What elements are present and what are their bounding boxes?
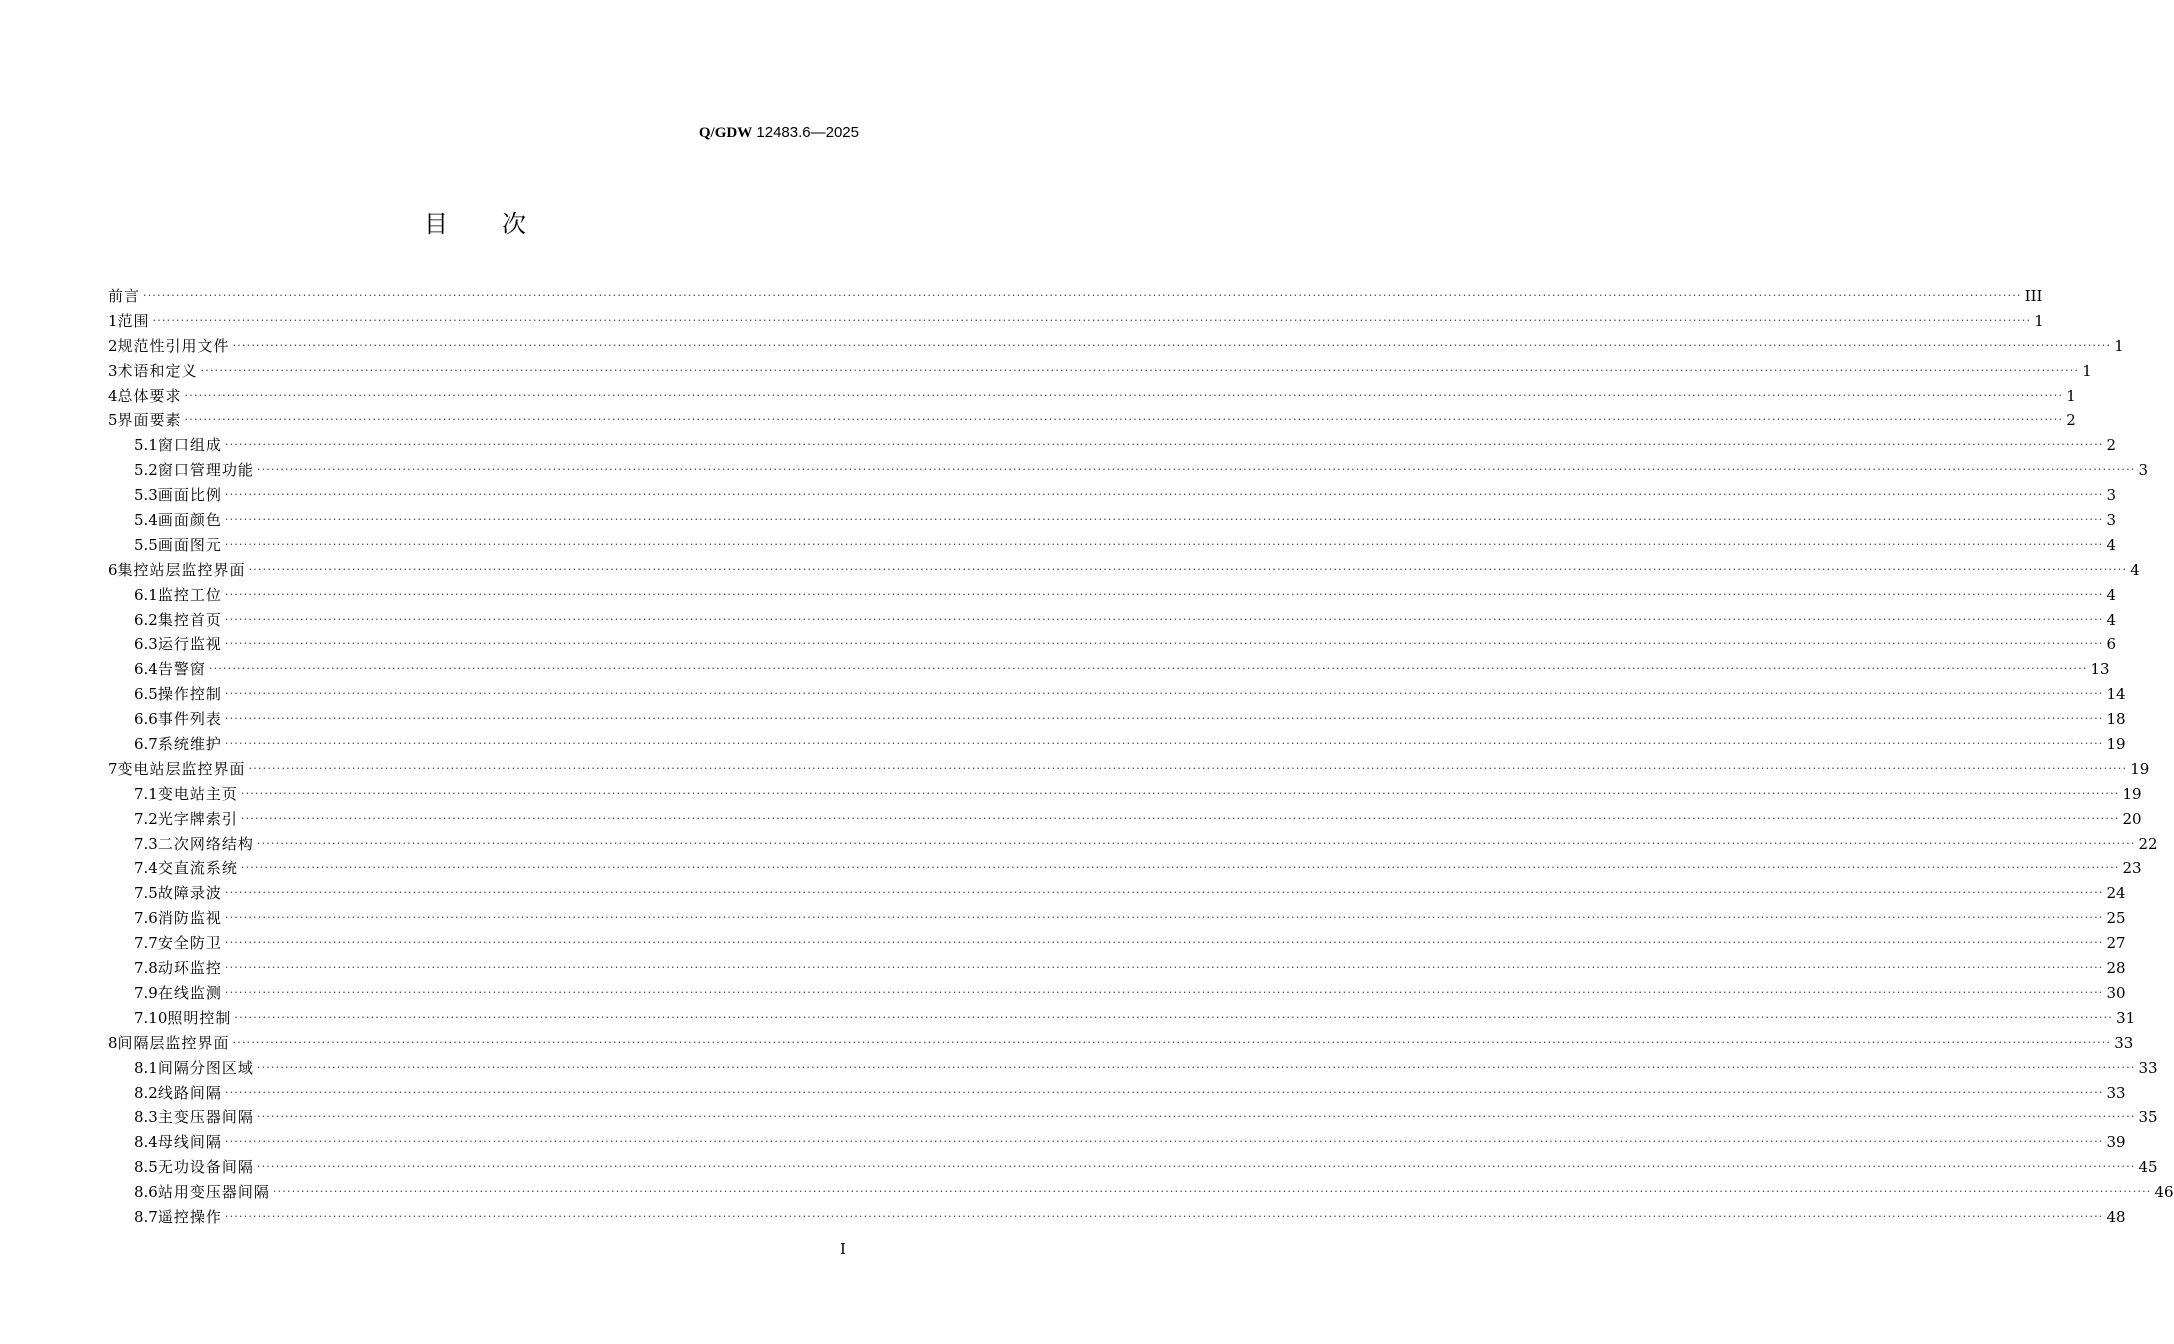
toc-entry-number: 6 [108,560,118,579]
toc-entry-page: 3 [2106,511,2117,530]
toc-entry-page: 33 [2106,1083,2126,1102]
toc-dot-leader: ················································································································································································································································································································································································································ [184,388,2064,402]
toc-entry-number: 6.5 [134,685,158,704]
toc-entry[interactable] [108,1081,2126,1106]
toc-entry-title: 间隔层监控界面 [117,1033,230,1052]
toc-entry-number: 7.5 [134,884,158,903]
toc-entry-title: 界面要素 [117,411,182,430]
toc-entry-page: 3 [2138,461,2149,480]
toc-dot-leader: ················································································································································································································································································································································································································ [256,836,2136,850]
toc-entry-number: 6.6 [134,710,158,729]
toc-dot-leader: ················································································································································································································································································································································································································ [224,1085,2104,1099]
toc-entry-title: 变电站层监控界面 [117,759,246,778]
toc-entry[interactable] [108,956,2126,981]
toc-entry[interactable] [108,707,2126,732]
toc-entry[interactable] [108,682,2126,707]
toc-entry[interactable] [108,284,2043,309]
toc-dot-leader: ················································································································································································································································································································································································································ [272,1185,2152,1199]
toc-dot-leader: ················································································································································································································································································································································································································ [232,338,2112,352]
toc-entry-title: 主变压器间隔 [157,1108,254,1127]
toc-entry[interactable] [108,657,2110,682]
toc-entry-number: 8.3 [134,1108,158,1127]
toc-dot-leader: ················································································································································································································································································································································································································ [240,786,2120,800]
toc-entry-title: 画面颜色 [157,511,222,530]
toc-entry-number: 6.1 [134,585,158,604]
toc-dot-leader: ················································································································································································································································································································································································································ [224,985,2104,999]
toc-entry-page: 46 [2154,1183,2174,1202]
toc-entry-page: 4 [2130,560,2140,579]
toc-entry-number: 5.3 [134,486,158,505]
toc-dot-leader: ················································································································································································································································································································································································································ [224,1135,2104,1149]
toc-entry-number: 8.5 [134,1158,158,1177]
toc-entry-number: 6.4 [134,660,158,679]
toc-entry-number: 8.7 [134,1207,158,1226]
toc-entry-page: 1 [2066,386,2076,405]
toc-entry[interactable] [108,981,2126,1006]
toc-dot-leader: ················································································································································································································································································································································································································ [224,936,2104,950]
standard-number: 12483.6—2025 [752,124,859,141]
toc-entry-title: 窗口管理功能 [157,461,254,480]
toc-entry-page: 33 [2114,1033,2134,1052]
toc-entry[interactable] [108,458,2149,483]
toc-entry-number: 6.3 [134,635,158,654]
toc-entry-title: 画面比例 [157,486,222,505]
toc-entry-page: 23 [2122,859,2142,878]
toc-entry-number: 8.4 [134,1133,158,1152]
toc-entry-number: 5.5 [134,535,158,554]
toc-dot-leader: ················································································································································································································································································································································································································ [224,886,2104,900]
toc-entry-page: 48 [2106,1207,2126,1226]
toc-entry-page: 27 [2106,934,2126,953]
toc-entry-number: 7.3 [134,834,158,853]
toc-entry[interactable] [108,1155,2158,1180]
toc-entry[interactable] [108,384,2076,409]
toc-entry-number: 8 [108,1033,118,1052]
toc-dot-leader: ················································································································································································································································································································································································································ [224,488,2104,502]
toc-entry-title: 间隔分图区域 [157,1058,254,1077]
toc-entry-title: 遥控操作 [157,1207,222,1226]
toc-entry[interactable] [108,359,2092,384]
toc-entry[interactable] [108,483,2117,508]
toc-dot-leader: ················································································································································································································································································································································································································ [224,737,2104,751]
toc-entry-page: III [2024,287,2043,305]
toc-entry-page: 3 [2106,486,2117,505]
document-code [699,124,859,142]
toc-entry-number: 7.2 [134,809,158,828]
table-of-contents [108,284,2174,1230]
toc-entry[interactable] [108,732,2126,757]
toc-entry-page: 24 [2106,884,2126,903]
toc-entry[interactable] [108,334,2124,359]
toc-dot-leader: ················································································································································································································································································································································································································ [224,537,2104,551]
toc-entry-title: 前言 [108,287,141,305]
toc-dot-leader: ················································································································································································································································································································································································································ [256,463,2136,477]
toc-entry-page: 2 [2066,411,2076,430]
toc-entry[interactable] [108,757,2150,782]
toc-entry-page: 25 [2106,909,2126,928]
toc-entry-title: 动环监控 [157,959,222,978]
toc-entry-title: 光字牌索引 [157,809,238,828]
toc-entry[interactable] [108,309,2044,334]
toc-entry-title: 运行监视 [157,635,222,654]
toc-entry[interactable] [108,782,2142,807]
page-number: I [840,1240,846,1258]
toc-dot-leader: ················································································································································································································································································································································································································ [152,313,2032,327]
toc-dot-leader: ················································································································································································································································································································································································································ [224,687,2104,701]
toc-title: 目次 [424,210,580,238]
toc-entry[interactable] [108,558,2140,583]
toc-entry[interactable] [108,1205,2126,1230]
toc-entry-title: 画面图元 [157,535,222,554]
toc-dot-leader: ················································································································································································································································································································································································································ [234,1010,2114,1024]
toc-entry-page: 33 [2138,1058,2158,1077]
toc-dot-leader: ················································································································································································································································································································································································································ [232,1035,2112,1049]
toc-dot-leader: ················································································································································································································································································································································································································ [200,363,2080,377]
toc-entry-page: 35 [2138,1108,2158,1127]
toc-entry[interactable] [108,1031,2134,1056]
toc-dot-leader: ················································································································································································································································································································································································································ [256,1110,2136,1124]
toc-entry-number: 4 [108,386,118,405]
toc-entry[interactable] [108,906,2126,931]
toc-entry-title: 规范性引用文件 [117,336,230,355]
toc-dot-leader: ················································································································································································································································································································································································································ [224,612,2104,626]
toc-entry[interactable] [108,608,2117,633]
toc-entry-page: 39 [2106,1133,2126,1152]
toc-entry-page: 6 [2106,635,2117,654]
toc-dot-leader: ················································································································································································································································································································································································································ [248,562,2128,576]
toc-entry[interactable] [108,881,2126,906]
toc-entry-title: 母线间隔 [157,1133,222,1152]
toc-entry-title: 在线监测 [157,983,222,1002]
toc-entry-number: 7.6 [134,909,158,928]
toc-entry-title: 交直流系统 [157,859,238,878]
toc-entry-title: 线路间隔 [157,1083,222,1102]
toc-dot-leader: ················································································································································································································································································································································································································ [248,761,2128,775]
toc-dot-leader: ················································································································································································································································································································································································································ [240,861,2120,875]
toc-entry-page: 19 [2130,759,2150,778]
toc-entry-title: 监控工位 [157,585,222,604]
toc-entry-title: 二次网络结构 [157,834,254,853]
toc-entry-page: 1 [2034,311,2044,330]
toc-entry-number: 6.2 [134,610,158,629]
toc-entry-number: 7 [108,759,118,778]
toc-entry-page: 28 [2106,959,2126,978]
toc-entry-title: 集控站层监控界面 [117,560,246,579]
toc-entry[interactable] [108,433,2117,458]
toc-entry[interactable] [108,1006,2136,1031]
toc-entry-number: 7.4 [134,859,158,878]
toc-entry-number: 7.8 [134,959,158,978]
standard-prefix: Q/GDW [698,125,753,141]
toc-dot-leader: ················································································································································································································································································································································································································ [224,637,2104,651]
toc-entry-title: 照明控制 [167,1008,232,1027]
toc-entry[interactable] [108,583,2117,608]
toc-entry-page: 30 [2106,983,2126,1002]
toc-dot-leader: ················································································································································································································································································································································································································ [224,911,2104,925]
toc-entry[interactable] [108,408,2076,433]
toc-entry-page: 45 [2138,1158,2158,1177]
toc-entry[interactable] [108,533,2117,558]
toc-dot-leader: ················································································································································································································································································································································································································ [256,1160,2136,1174]
toc-entry[interactable] [108,832,2158,857]
toc-entry-page: 20 [2122,809,2142,828]
toc-dot-leader: ················································································································································································································································································································································································································ [224,1209,2104,1223]
toc-entry-number: 7.7 [134,934,158,953]
toc-entry[interactable] [108,1180,2174,1205]
toc-entry-number: 5 [108,411,118,430]
toc-entry-title: 系统维护 [157,735,222,754]
toc-entry[interactable] [108,1105,2158,1130]
toc-entry-page: 1 [2114,336,2124,355]
toc-entry-page: 31 [2116,1008,2136,1027]
toc-dot-leader: ················································································································································································································································································································································································································ [224,513,2104,527]
toc-entry-number: 7.1 [134,784,158,803]
toc-entry-title: 术语和定义 [117,361,198,380]
toc-dot-leader: ················································································································································································································································································································································································································ [224,712,2104,726]
toc-dot-leader: ················································································································································································································································································································································································································ [224,587,2104,601]
toc-dot-leader: ················································································································································································································································································································································································································ [224,438,2104,452]
toc-entry-title: 集控首页 [157,610,222,629]
toc-entry-page: 19 [2106,735,2126,754]
toc-entry-title: 变电站主页 [157,784,238,803]
toc-dot-leader: ················································································································································································································································································································································································································ [224,961,2104,975]
toc-entry-number: 1 [108,311,118,330]
toc-entry-page: 4 [2106,610,2117,629]
toc-dot-leader: ················································································································································································································································································································································································································ [208,662,2088,676]
toc-entry-page: 14 [2106,685,2126,704]
toc-entry-page: 2 [2106,436,2117,455]
toc-entry[interactable] [108,1056,2158,1081]
toc-entry-title: 操作控制 [157,685,222,704]
toc-entry-number: 8.6 [134,1183,158,1202]
toc-entry-number: 2 [108,336,118,355]
toc-entry-page: 13 [2090,660,2110,679]
toc-entry-number: 7.10 [134,1008,168,1027]
toc-entry[interactable] [108,856,2142,881]
toc-entry-number: 5.4 [134,511,158,530]
toc-entry-page: 22 [2138,834,2158,853]
toc-dot-leader: ················································································································································································································································································································································································································ [256,1060,2136,1074]
toc-entry[interactable] [108,508,2117,533]
toc-entry[interactable] [108,931,2126,956]
toc-entry-page: 4 [2106,535,2117,554]
toc-entry-page: 4 [2106,585,2117,604]
toc-entry[interactable] [108,632,2117,657]
toc-entry[interactable] [108,807,2142,832]
toc-entry-title: 站用变压器间隔 [157,1183,270,1202]
toc-entry-number: 3 [108,361,118,380]
toc-entry-title: 消防监视 [157,909,222,928]
toc-dot-leader: ················································································································································································································································································································································································································ [143,289,2022,302]
toc-entry-page: 1 [2082,361,2092,380]
toc-entry-number: 8.1 [134,1058,158,1077]
toc-entry-title: 范围 [117,311,150,330]
toc-entry-page: 19 [2122,784,2142,803]
toc-dot-leader: ················································································································································································································································································································································································································ [184,413,2064,427]
toc-entry-number: 6.7 [134,735,158,754]
toc-entry-title: 无功设备间隔 [157,1158,254,1177]
toc-entry-number: 5.1 [134,436,158,455]
toc-entry-title: 总体要求 [117,386,182,405]
toc-entry-page: 18 [2106,710,2126,729]
toc-dot-leader: ················································································································································································································································································································································································································ [240,811,2120,825]
toc-entry-title: 故障录波 [157,884,222,903]
toc-entry-title: 告警窗 [157,660,206,679]
toc-entry-number: 8.2 [134,1083,158,1102]
toc-entry[interactable] [108,1130,2126,1155]
toc-entry-number: 5.2 [134,461,158,480]
toc-entry-title: 窗口组成 [157,436,222,455]
toc-entry-title: 安全防卫 [157,934,222,953]
toc-entry-title: 事件列表 [157,710,222,729]
toc-entry-number: 7.9 [134,983,158,1002]
